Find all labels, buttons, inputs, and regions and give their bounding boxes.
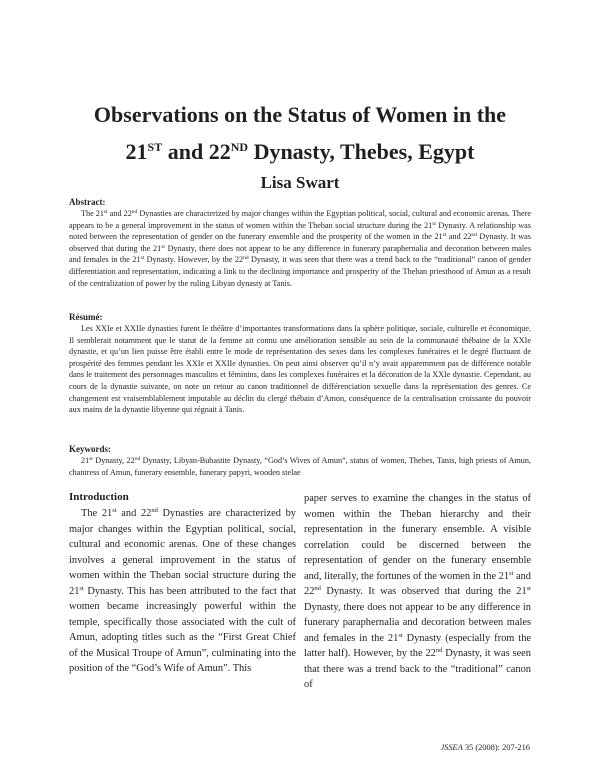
text-run: Dynasty, it was seen that there was a trend back to the “traditional” canon of [304, 648, 531, 690]
text-run: st [161, 243, 165, 250]
text-run: and 22 [116, 508, 152, 519]
paper-title [40, 96, 560, 170]
abstract-text [69, 208, 531, 289]
text-run: Dynasty. This has been attributed to the fact that women became increasingly powerful within the temple, specifically those associated with the cult of Amun, adopting titles such as the “First Great Chief of the Musical Troupe of Amun”, culminating into the position of the “God’s Wife of Amun”. This [69, 585, 296, 674]
text-run: st [89, 456, 93, 462]
text-run: 21 [81, 456, 90, 465]
text-run: Dynasty. A relationship was noted between the representation of gender on the funerary ensemble and the prosperity of the women in the 21 [69, 220, 531, 242]
title-part: 21 [125, 139, 148, 164]
text-run: The 21 [81, 209, 104, 218]
title-superscript: ND [230, 140, 249, 154]
text-run: nd [314, 585, 321, 592]
text-run: Dynasties are characterized by major changes within the Egyptian political, social, cultural and economic arenas. One of these changes involves a general improvement in the status of women within the Theban social structure during the 21 [69, 508, 296, 597]
text-run: st [526, 585, 531, 592]
resume-heading: Résumé: [69, 312, 103, 322]
text-run: nd [471, 232, 477, 239]
title-line-2 [40, 133, 560, 170]
text-run: and 22 [446, 232, 472, 242]
resume-text: Les XXIe et XXIIe dynasties furent le théâtre d’importantes transformations dans la sphère politique, sociale, culturelle et économique. Il semblerait notamment que le statut de la femme ait connu une amélioration sensible au sein de la communauté thébaine de la XXIe dynastie, et qu’un lien puisse être établi entre le mode de représentation des sexes dans les complexes funéraires et le degré fluctuant de prospérité des femmes pendant les XXIe et XXIIe dynasties. On peut ainsi observer qu’il n’y avait apparemment pas de différence notable dans le traitement des personnages masculins et féminins, dans les complexes funéraires et la décoration de la XXIe dynastie. Cependant, au cours de la dynastie suivante, on note un retour au canon traditionnel de différenciation sexuelle dans la représentation des genres. Ce changement est vraisemblablement imputable au déclin du clergé thébain d’Amon, conséquence de la centralisation croissante du pouvoir aux mains de la dynastie libyenne qui régnait à Tanis. [69, 324, 531, 415]
author-name: Lisa Swart [260, 173, 340, 192]
text-run: st [112, 507, 117, 514]
text-run: nd [131, 209, 138, 215]
title-part: Dynasty, Thebes, Egypt [248, 139, 475, 164]
citation-text: 35 (2008): 207-216 [462, 743, 530, 752]
text-run: nd [243, 255, 249, 262]
title-superscript: ST [147, 140, 163, 154]
journal-name: JSSEA [440, 743, 463, 752]
text-run: nd [435, 647, 443, 654]
text-run: Dynasty. It was observed that during the 21 [320, 586, 527, 597]
text-run: nd [151, 507, 158, 514]
page-footer-citation [330, 743, 530, 752]
text-run: st [140, 255, 145, 262]
text-run: and 22 [107, 209, 132, 218]
text-run: nd [134, 456, 141, 462]
title-part: and 22 [162, 139, 231, 164]
title-line-1: Observations on the Status of Women in the [93, 102, 507, 127]
text-run: Dynasty, there does not appear to be any difference in funerary paraphernalia and decoration between males and females in the 21 [304, 601, 531, 644]
text-run: Dynasty, it was seen that there was a trend back to the “traditional” canon of gender differentiation and representation, indicating a link to the declining importance and prosperity of the Theban priesthood of Amun as a result of the centralization of power by the ruling Libyan dynasty at Tanis. [69, 255, 531, 288]
text-run: st [398, 631, 403, 639]
text-run: Dynasties are characterized by major changes within the Egyptian political, social, cultural and economic arenas. There appears to be a general improvement in the status of women within the Theban social structure during the 21 [69, 209, 531, 230]
text-run: Dynasty. However, by the 22 [144, 255, 244, 265]
text-run: st [79, 584, 84, 592]
text-run: Dynasty, Libyan-Bubastite Dynasty, “God’s Wives of Amun”, status of women, Thebes, Tanis, high priests of Amun, chantress of Amun, funerary ensemble, funerary papyri, wooden stelae [69, 456, 531, 477]
text-run: st [432, 220, 436, 227]
text-run: Dynasty, 22 [92, 456, 135, 465]
introduction-left-column [69, 506, 296, 677]
introduction-right-column [304, 491, 531, 693]
introduction-heading: Introduction [69, 491, 129, 503]
text-run: st [103, 209, 108, 215]
text-run: st [509, 569, 514, 577]
keywords-heading: Keywords: [69, 444, 111, 454]
keywords-text [69, 455, 531, 478]
text-run: Dynasty (especially from the latter half). However, by the 22 [304, 632, 532, 659]
abstract-heading: Abstract: [69, 197, 106, 207]
text-run: and 22 [304, 570, 532, 597]
text-run: st [442, 232, 447, 239]
text-run: Dynasty, there does not appear to be any difference in funerary paraphernalia and decoration between males and females in the 21 [69, 243, 531, 265]
text-run: paper serves to examine the changes in the status of women within the Theban hierarchy and their representation in the funerary ensemble. A visible correlation could be discerned between the representation of gender on the funerary ensemble and, literally, the fortunes of the women in the 21 [304, 493, 531, 582]
text-run: Dynasty. It was observed that during the 21 [69, 232, 531, 253]
text-run: The 21 [81, 508, 113, 519]
